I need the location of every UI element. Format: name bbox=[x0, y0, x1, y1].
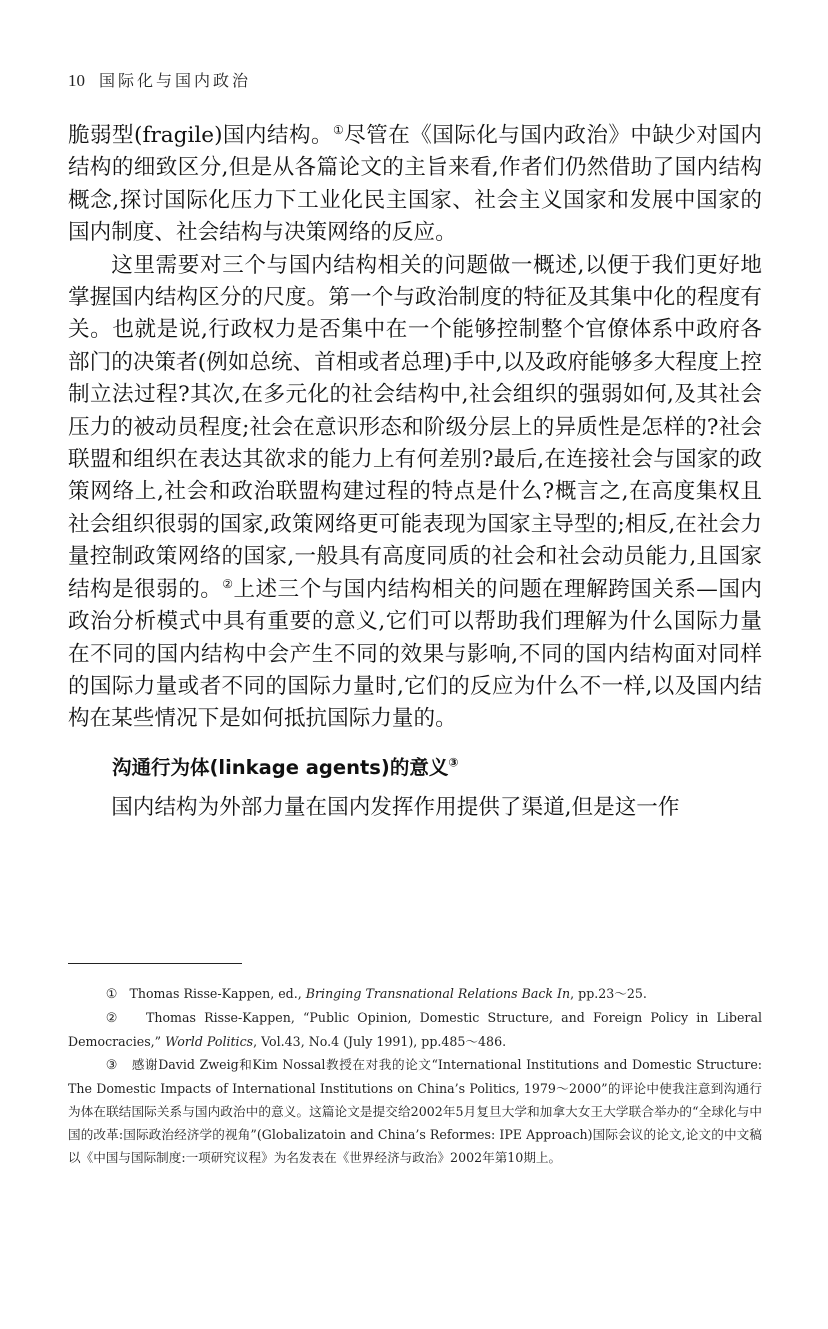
footnote-text: Thomas Risse-Kappen, ed., bbox=[129, 986, 306, 1001]
paragraph-1 bbox=[68, 120, 762, 250]
page-number: 10 bbox=[68, 71, 85, 90]
footnote-ref-1: ① bbox=[332, 122, 345, 137]
footnote-1 bbox=[68, 982, 762, 1006]
paragraph-2-text-cont: 上述三个与国内结构相关的问题在理解跨国关系—国内政治分析模式中具有重要的意义,它们可以帮助我们理解为什么国际力量在不同的国内结构中会产生不同的效果与影响,不同的国内结构面对同样的国际力量或者不同的国际力量时,它们的反应为什么不一样,以及国内结构在某些情况下是如何抵抗国际力量的。 bbox=[68, 576, 762, 732]
section-heading bbox=[68, 752, 762, 784]
footnote-3 bbox=[68, 1053, 762, 1169]
running-header bbox=[68, 68, 251, 91]
paragraph-2-text: 这里需要对三个与国内结构相关的问题做一概述,以便于我们更好地掌握国内结构区分的尺度。第一个与政治制度的特征及其集中化的程度有关。也就是说,行政权力是否集中在一个能够控制整个官僚体系中政府各部门的决策者(例如总统、首相或者总理)手中,以及政府能够多大程度上控制立法过程?其次,在多元化的社会结构中,社会组织的强弱如何,及其社会压力的被动员程度;社会在意识形态和阶级分层上的异质性是怎样的?社会联盟和组织在表达其欲求的能力上有何差别?最后,在连接社会与国家的政策网络上,社会和政治联盟构建过程的特点是什么?概言之,在高度集权且社会组织很弱的国家,政策网络更可能表现为国家主导型的;相反,在社会力量控制政策网络的国家,一般具有高度同质的社会和社会动员能力,且国家结构是很弱的。 bbox=[68, 252, 762, 602]
footnote-text-end: , Vol.43, No.4 (July 1991), pp.485～486. bbox=[253, 1034, 507, 1049]
paragraph-3-text: 国内结构为外部力量在国内发挥作用提供了渠道,但是这一作 bbox=[111, 795, 680, 821]
footnote-number: ① bbox=[105, 987, 118, 1002]
section-heading-text: 沟通行为体(linkage agents)的意义 bbox=[112, 755, 449, 779]
footnote-text: Thomas Risse-Kappen, “Public Opinion, Domestic Structure, and Foreign Policy in Liberal Democracies,” bbox=[68, 1010, 762, 1049]
main-text bbox=[68, 120, 762, 825]
footnote-text-end: , pp.23～25. bbox=[570, 986, 647, 1001]
paragraph-3 bbox=[68, 792, 762, 824]
footnote-title-italic: World Politics bbox=[165, 1034, 254, 1049]
footnote-title-italic: Bringing Transnational Relations Back In bbox=[305, 986, 571, 1001]
footnote-ref-3: ③ bbox=[448, 755, 459, 770]
footnote-text: 感谢David Zweig和Kim Nossal教授在对我的论文“International Institutions and Domestic Structure: The Domestic Impacts of International Institutions on China’s Politics, 1979～2000”的评论中使我注意到沟通行为体在联结国际关系与国内政治中的意义。这篇论文是提交给2002年5月复旦大学和加拿大女王大学联合举办的“全球化与中国的改革:国际政治经济学的视角”(Globalizatoin and China’s Reformes: IPE Approach)国际会议的论文,论文的中文稿以《中国与国际制度:一项研究议程》为名发表在《世界经济与政治》2002年第10期上。 bbox=[68, 1057, 763, 1165]
paragraph-1-text: 脆弱型(fragile)国内结构。 bbox=[68, 123, 333, 148]
footnote-divider bbox=[68, 963, 242, 964]
footnote-number: ③ bbox=[105, 1058, 119, 1073]
paragraph-1-text-cont: 尽管在《国际化与国内政治》中缺少对国内结构的细致区分,但是从各篇论文的主旨来看,作者们仍然借助了国内结构概念,探讨国际化压力下工业化民主国家、社会主义国家和发展中国家的国内制度、社会结构与决策网络的反应。 bbox=[68, 123, 762, 246]
footnote-ref-2: ② bbox=[222, 576, 234, 591]
footnotes bbox=[68, 982, 762, 1169]
paragraph-2 bbox=[68, 250, 762, 736]
footnote-2 bbox=[68, 1006, 762, 1053]
footnote-number: ② bbox=[105, 1011, 122, 1026]
running-title: 国际化与国内政治 bbox=[99, 71, 252, 90]
